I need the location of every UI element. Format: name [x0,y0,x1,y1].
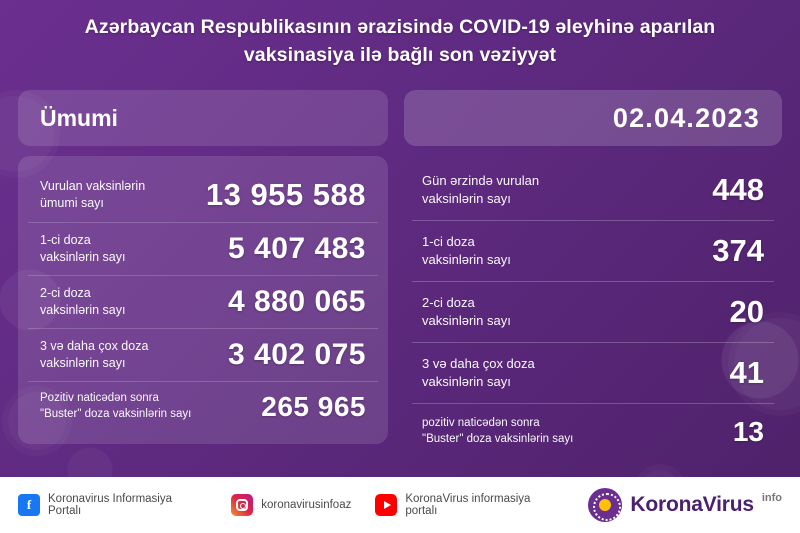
youtube-label: KoronaVirus informasiya portalı [405,493,531,517]
youtube-link[interactable] [375,493,564,517]
instagram-label: koronavirusinfoaz [261,499,352,511]
table-row [28,168,378,223]
table-row [412,221,774,282]
instagram-icon [231,494,253,516]
daily-stats-card [404,160,782,460]
row-label: Pozitiv naticədən sonra "Buster" doza vaksinlərin sayı [40,392,192,420]
row-label: 2-ci doza vaksinlərin sayı [422,295,511,328]
page-title [0,14,800,69]
row-value: 20 [729,294,764,329]
total-stats-card [18,156,388,444]
row-value: 448 [712,172,764,207]
table-row [412,343,774,404]
title-line-1: Azərbaycan Respublikasının ərazisində COVID-19 əleyhinə aparılan [84,16,716,38]
virus-logo-icon [588,488,622,522]
table-row [28,329,378,382]
row-label: 2-ci doza vaksinlərin sayı [40,286,126,317]
row-value: 5 407 483 [228,232,366,265]
row-value: 41 [729,355,764,390]
row-value: 265 965 [261,391,366,422]
brand-suffix: info [761,492,782,504]
row-value: 13 955 588 [205,177,366,212]
facebook-label: Koronavirus Informasiya Portalı [48,493,172,517]
facebook-link[interactable] [18,493,207,517]
row-label: 1-ci doza vaksinlərin sayı [40,233,126,264]
daily-panel [404,90,782,460]
table-row [412,160,774,221]
row-label: Vurulan vaksinlərin ümumi sayı [40,179,146,210]
row-label: 1-ci doza vaksinlərin sayı [422,234,511,267]
daily-panel-date-label: 02.04.2023 [612,102,760,133]
row-value: 4 880 065 [228,285,366,318]
row-label: 3 və daha çox doza vaksinlərin sayı [422,356,535,389]
table-row [412,282,774,343]
brand-logo[interactable] [588,488,782,522]
table-row [28,276,378,329]
total-panel-title [18,90,388,146]
row-label: Gün ərzində vurulan vaksinlərin sayı [422,173,540,206]
brand-name: KoronaVirus [630,493,754,516]
row-label: 3 və daha çox doza vaksinlərin sayı [40,339,149,370]
footer [0,477,800,533]
row-value: 13 [732,416,764,447]
instagram-link[interactable] [231,494,351,516]
row-value: 374 [712,233,764,268]
total-panel [18,90,388,460]
panels-container [18,90,782,460]
table-row [28,382,378,432]
daily-panel-date [404,90,782,146]
youtube-icon [375,494,397,516]
row-value: 3 402 075 [228,338,366,371]
row-label: pozitiv naticədən sonra "Buster" doza vaksinlərin sayı [422,417,574,445]
table-row [412,404,774,460]
facebook-icon: f [18,494,40,516]
title-line-2: vaksinasiya ilə bağlı son vəziyyət [243,43,557,66]
total-panel-title-label: Ümumi [40,104,118,131]
table-row [28,223,378,276]
